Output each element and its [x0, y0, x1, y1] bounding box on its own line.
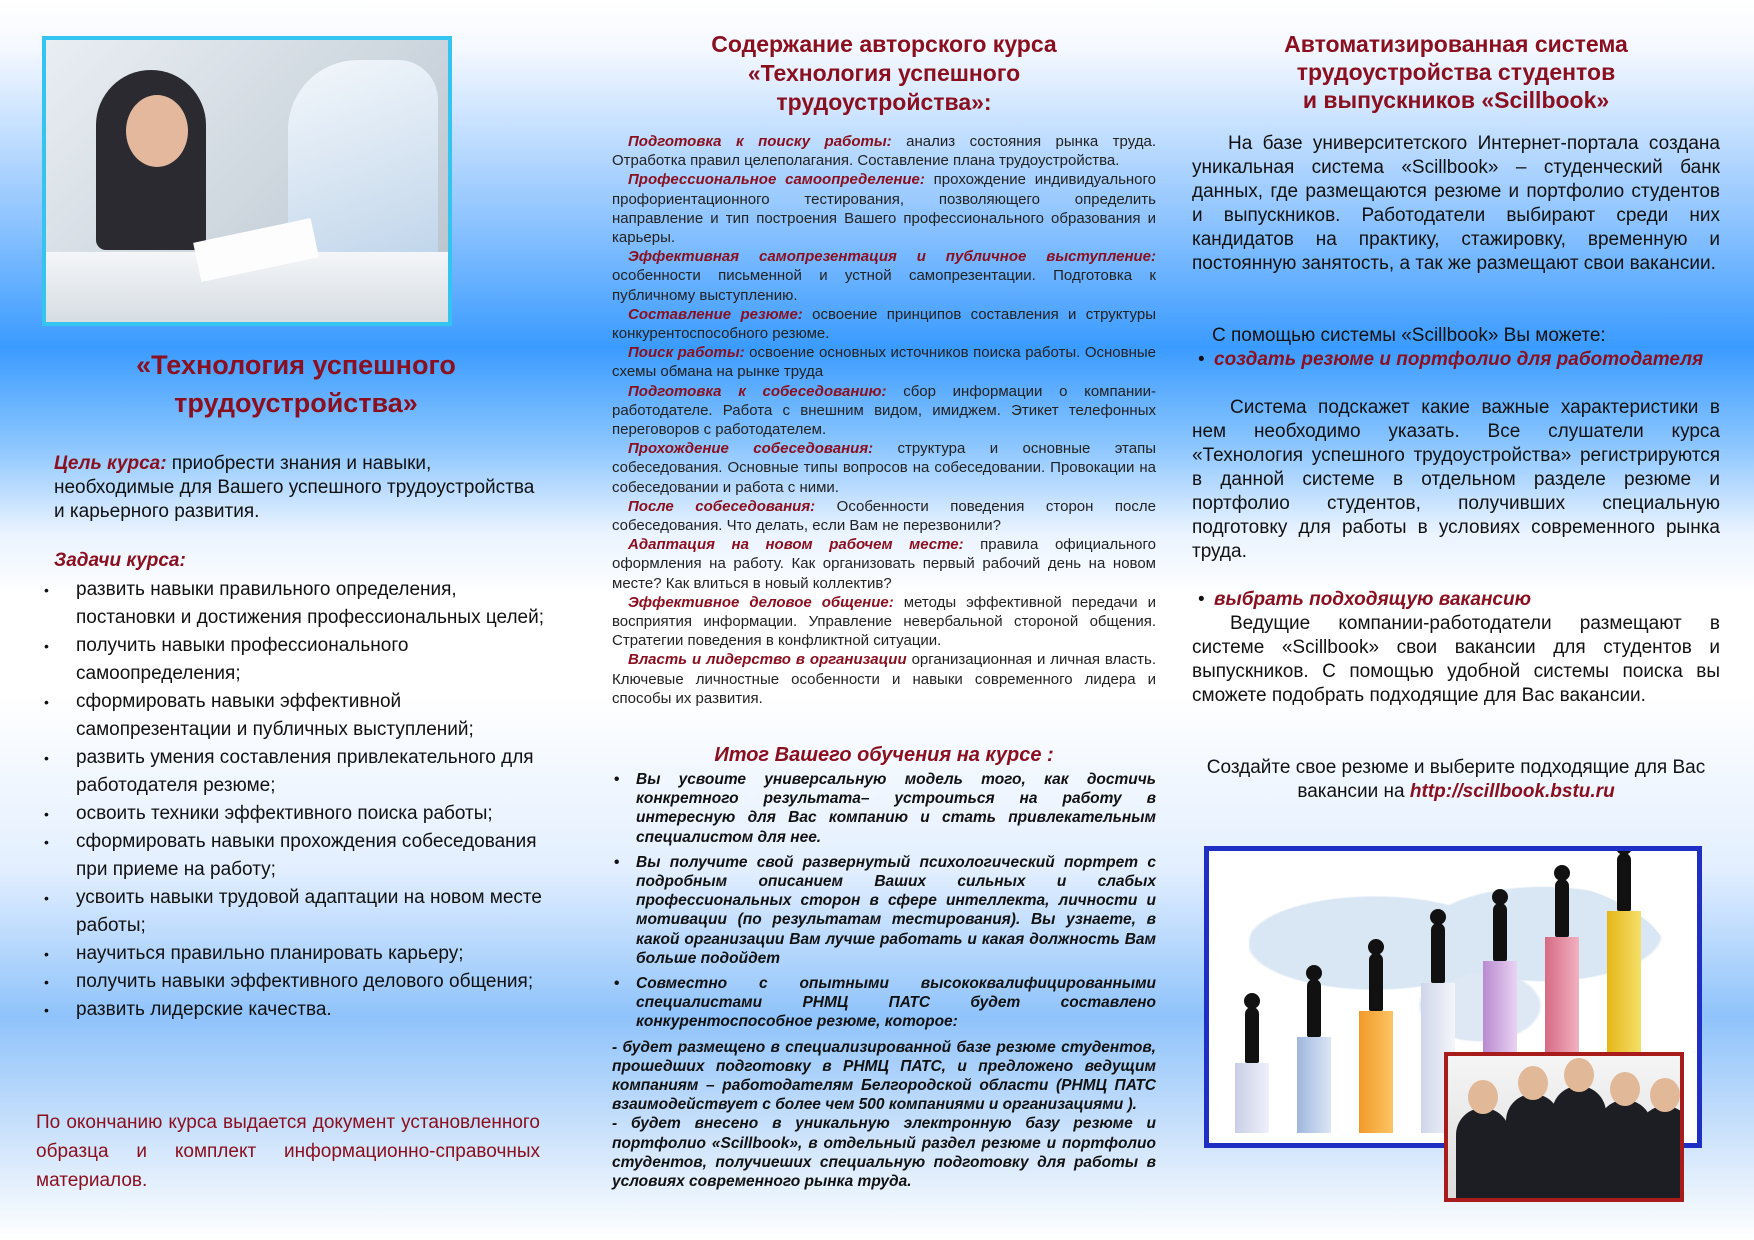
content-sections — [612, 132, 1156, 708]
bullet-dot-icon: • — [1198, 589, 1205, 610]
scillbook-bullet-vacancy-text: Ведущие компании-работодатели размещают в системе «Scillbook» свои вакансии для студентов и выпускников. С помощью удобной системы поиска вы сможете подобрать подходящие для Вас вакансии. — [1192, 613, 1720, 706]
results-block — [612, 770, 1156, 1191]
list-item: • сформировать навыки эффективной самопрезентации и публичных выступлений; — [36, 688, 556, 744]
person-silhouette — [1307, 979, 1321, 1037]
list-item: • развить умения составления привлекательного для работодателя резюме; — [36, 744, 556, 800]
scillbook-lead: С помощью системы «Scillbook» Вы можете: — [1212, 325, 1606, 346]
team-person — [1456, 1108, 1510, 1198]
chart-bar — [1359, 1011, 1393, 1133]
person-silhouette — [1245, 1007, 1259, 1063]
course-title: «Технология успешного трудоустройства» — [136, 350, 456, 418]
list-item: • усвоить навыки трудовой адаптации на новом месте работы; — [36, 884, 556, 940]
list-item: • Вы усвоите универсальную модель того, как достичь конкретного результата– устроиться на работу в интересную для Вас компанию и стать привлекательным специалистом для нее. — [612, 770, 1156, 847]
scillbook-intro: На базе университетского Интернет-портала создана уникальная система «Scillbook» – студенческий банк данных, где размещаются резюме и портфолио студентов и выпускников. Работодатели выбирают среди них кандидатов на практику, стажировку, временную и постоянную занятость, а так же размещают свои вакансии. — [1192, 133, 1720, 274]
bullet-dot-icon: • — [1198, 349, 1205, 370]
tasks-list — [36, 576, 556, 1024]
list-item: • развить лидерские качества. — [36, 996, 556, 1024]
list-item: • развить навыки правильного определения, постановки и достижения профессиональных целей; — [36, 576, 556, 632]
content-section: Подготовка к поиску работы: анализ состояния рынка труда. Отработка правил целеполагания. Составление плана трудоустройства. — [612, 133, 1156, 170]
scillbook-bullet-resume: • создать резюме и портфолио для работодателя — [1198, 349, 1704, 370]
photo-woman-face — [126, 95, 188, 167]
person-silhouette — [1617, 853, 1631, 911]
scillbook-cta: Создайте свое резюме и выберите подходящие для Вас вакансии на http://scillbook.bstu.ru — [1206, 757, 1706, 802]
list-item: • Совместно с опытными высококвалифицированными специалистами РНМЦ ПАТС будет составлено конкурентоспособное резюме, которое: — [612, 974, 1156, 1032]
results-dash-item: - будет внесено в уникальную электронную базу резюме и портфолио «Scillbook», в отдельный раздел резюме и портфолио студентов, получиеших специальную подготовку для работы в условиях современного рынка труда. — [612, 1115, 1156, 1191]
scillbook-bullet-resume-text: Система подскажет какие важные характеристики в нем необходимо указать. Все слушатели курса «Технология успешного трудоустройства» регистрируются в данной системе в отдельном разделе резюме и портфолио студентов, получивших специальную подготовку для работы в условиях современного рынка труда. — [1192, 397, 1720, 562]
scillbook-bullet-vacancy: • выбрать подходящую вакансию — [1198, 589, 1532, 610]
tasks-heading: Задачи курса: — [54, 550, 186, 571]
course-goal — [54, 452, 544, 524]
goal-label: Цель курса: — [54, 453, 167, 474]
results-list — [612, 770, 1156, 1032]
list-item: • Вы получите свой развернутый психологический портрет с подробным описанием Ваших сильных и слабых профессиональных сторон в сфере интеллекта, личности и мотивации (по результатам тестирования). Вы узнаете, в какой организации Вам лучше работать и какая должность Вам больше подойдет — [612, 853, 1156, 968]
list-item: • получить навыки эффективного делового общения; — [36, 968, 556, 996]
content-section: Поиск работы: освоение основных источников поиска работы. Основные схемы обмана на рынке труда — [612, 344, 1157, 381]
scillbook-title: Автоматизированная система трудоустройства студентов и выпускников «Scillbook» — [1284, 31, 1628, 113]
content-title: Содержание авторского курса «Технология успешного трудоустройства»: — [711, 31, 1057, 115]
content-section: Эффективная самопрезентация и публичное выступление: особенности письменной и устной самопрезентации. Подготовка к публичному выступлению. — [612, 248, 1156, 304]
final-note: По окончанию курса выдается документ установленного образца и комплект информационно-справочных материалов. — [36, 1112, 540, 1191]
person-silhouette — [1369, 953, 1383, 1011]
list-item: • освоить техники эффективного поиска работы; — [36, 800, 556, 828]
list-item: • получить навыки профессионального самоопределения; — [36, 632, 556, 688]
team-photo — [1444, 1052, 1684, 1202]
chart-bar — [1235, 1063, 1269, 1133]
team-person — [1638, 1106, 1684, 1198]
content-section: Адаптация на новом рабочем месте: правила официального оформления на работу. Как организовать первый рабочий день на новом месте? Как влиться в новый коллектив? — [612, 536, 1156, 592]
chart-bar — [1297, 1037, 1331, 1133]
interview-photo — [42, 36, 452, 326]
person-silhouette — [1555, 879, 1569, 937]
results-dash-item: - будет размещено в специализированной базе резюме студентов, прошедших подготовку в РНМЦ ПАТС, и предложено ведущим компаниям – работодателям Белгородской области (РНМЦ ПАТС взаимодействует с более чем 500 компаниями и организациями ). — [612, 1038, 1156, 1114]
content-section: Власть и лидерство в организации организационная и личная власть. Ключевые личностные особенности и навыки современного лидера и способы их развития. — [612, 651, 1156, 707]
content-section: После собеседования: Особенности поведения сторон после собеседования. Что делать, если Вам не перезвонили? — [612, 497, 1156, 535]
content-section: Профессиональное самоопределение: прохождение индивидуального профориентационного тестирования, позволяющего определить направление и тип построения Вашего профессионального образования и карьеры. — [612, 171, 1156, 247]
results-heading: Итог Вашего обучения на курсе : — [714, 744, 1054, 766]
list-item: • сформировать навыки прохождения собеседования при приеме на работу; — [36, 828, 556, 884]
list-item: • научиться правильно планировать карьеру; — [36, 940, 556, 968]
scillbook-url-link[interactable]: http://scillbook.bstu.ru — [1409, 781, 1615, 802]
person-silhouette — [1493, 903, 1507, 961]
content-section: Эффективное деловое общение: методы эффективной передачи и восприятия информации. Управление невербальной стороной общения. Стратегии поведения в конфликтной ситуации. — [612, 593, 1156, 650]
content-section: Прохождение собеседования: структура и основные этапы собеседования. Основные типы вопросов на собеседовании. Провокации на собеседовании и работа с ними. — [612, 440, 1156, 496]
content-section: Составление резюме: освоение принципов составления и структуры конкурентоспособного резюме. — [612, 305, 1156, 343]
goal-text: приобрести знания и навыки, необходимые для Вашего успешного трудоустройства и карьерного развития. — [54, 453, 535, 522]
person-silhouette — [1431, 923, 1445, 983]
content-section: Подготовка к собеседованию: сбор информации о компании-работодателе. Работа с внешним видом, имиджем. Этикет телефонных переговоров с работодателем. — [612, 382, 1156, 439]
